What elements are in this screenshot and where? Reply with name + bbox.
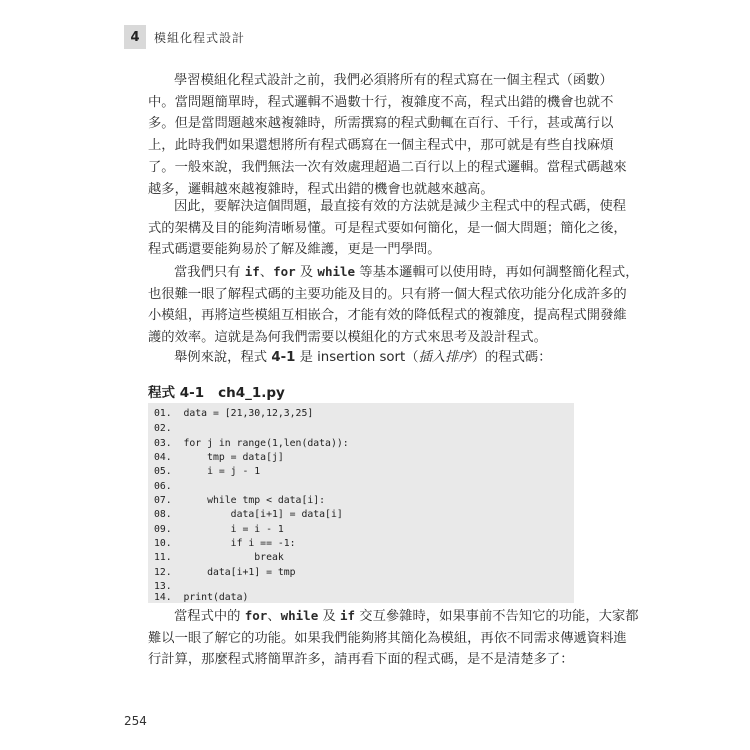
paragraph-5 bbox=[148, 605, 639, 671]
code-line: 07. while tmp < data[i]: bbox=[154, 495, 326, 506]
listing-filename: ch4_1.py bbox=[218, 385, 285, 401]
paragraph-line: 程式碼還要能夠易於了解及維護，更是一門學問。 bbox=[148, 242, 441, 258]
paragraph-line: 多。但是當問題越來越複雜時，所需撰寫的程式動輒在百行、千行，甚或萬行以 bbox=[148, 116, 614, 132]
text-run: 交互參雜時，如果事前不告知它的功能，大家都 bbox=[355, 609, 639, 624]
text-run: 、 bbox=[267, 609, 281, 624]
keyword-while: while bbox=[280, 608, 319, 623]
keyword-for: for bbox=[273, 264, 296, 279]
code-line: 10. if i == -1: bbox=[154, 538, 296, 549]
text-run: 舉例來說，程式 bbox=[174, 350, 272, 365]
chapter-title: 模組化程式設計 bbox=[154, 30, 246, 45]
text-run: 是 insertion sort（ bbox=[295, 350, 419, 365]
paragraph-line: 小模組，再將這些模組互相嵌合，才能有效的降低程式的複雜度，提高程式開發維 bbox=[148, 308, 627, 324]
code-line: 05. i = j - 1 bbox=[154, 466, 261, 477]
code-line: 09. i = i - 1 bbox=[154, 524, 284, 535]
italic-term: 插入排序 bbox=[418, 350, 472, 365]
paragraph-line: 難以一眼了解它的功能。如果我們能夠將其簡化為模組，再依不同需求傳遞資料進 bbox=[148, 630, 627, 646]
paragraph-line: 學習模組化程式設計之前，我們必須將所有的程式寫在一個主程式（函數） bbox=[174, 73, 613, 88]
paragraph-line bbox=[148, 347, 573, 369]
keyword-while: while bbox=[317, 264, 356, 279]
listing-label: 程式 4-1 bbox=[148, 385, 205, 401]
page-number: 254 bbox=[124, 714, 147, 728]
code-line: 11. break bbox=[154, 552, 284, 563]
paragraph-line: 了。一般來說，我們無法一次有效處理超過二百行以上的程式邏輯。當程式碼越來 bbox=[148, 159, 627, 175]
paragraph-line: 因此，要解決這個問題，最直接有效的方法就是減少主程式中的程式碼，使程 bbox=[174, 199, 627, 214]
paragraph-4 bbox=[148, 347, 573, 369]
text-run: 等基本邏輯可以使用時，再如何調整簡化程式， bbox=[355, 265, 639, 280]
paragraph-line: 行計算，那麼程式將簡單許多，請再看下面的程式碼，是不是清楚多了： bbox=[148, 652, 574, 668]
paragraph-line: 中。當問題簡單時，程式邏輯不過數十行，複雜度不高，程式出錯的機會也就不 bbox=[148, 94, 614, 110]
running-header bbox=[124, 25, 245, 49]
keyword-if: if bbox=[340, 608, 356, 623]
paragraph-line bbox=[148, 261, 639, 284]
paragraph-line: 式的架構及目的能夠清晰易懂。可是程式要如何簡化，是一個大問題；簡化之後， bbox=[148, 220, 627, 236]
listing-title bbox=[148, 381, 285, 401]
keyword-if: if bbox=[244, 264, 260, 279]
code-line: 14. print(data) bbox=[154, 592, 249, 603]
keyword-for: for bbox=[244, 608, 268, 623]
text-run: ）的程式碼： bbox=[471, 350, 552, 365]
text-run: 及 bbox=[295, 265, 318, 280]
code-line: 02. bbox=[154, 423, 172, 434]
text-run: 及 bbox=[318, 609, 340, 624]
paragraph-line: 上，此時我們如果還想將所有程式碼寫在一個主程式中，那可就是有些自找麻煩 bbox=[148, 138, 614, 154]
paragraph-1 bbox=[148, 70, 627, 200]
text-run: 、 bbox=[259, 265, 274, 280]
code-line: 01. data = [21,30,12,3,25] bbox=[154, 408, 314, 419]
paragraph-line: 越多，邏輯越來越複雜時，程式出錯的機會也就越來越高。 bbox=[148, 181, 494, 197]
chapter-number-tab: 4 bbox=[124, 25, 146, 49]
text-run: 當我們只有 bbox=[174, 265, 245, 280]
code-block bbox=[148, 403, 574, 603]
paragraph-3 bbox=[148, 261, 639, 349]
paragraph-line bbox=[148, 605, 639, 628]
paragraph-line: 也很難一眼了解程式碼的主要功能及目的。只有將一個大程式依功能分化成許多的 bbox=[148, 286, 627, 302]
listing-reference: 4-1 bbox=[271, 350, 296, 365]
code-line: 08. data[i+1] = data[i] bbox=[154, 509, 343, 520]
code-line: 13. bbox=[154, 581, 172, 592]
code-line: 06. bbox=[154, 481, 172, 492]
text-run: 當程式中的 bbox=[174, 609, 245, 624]
code-line: 04. tmp = data[j] bbox=[154, 452, 284, 463]
code-line: 03. for j in range(1,len(data)): bbox=[154, 438, 349, 449]
paragraph-2 bbox=[148, 196, 627, 261]
code-line: 12. data[i+1] = tmp bbox=[154, 567, 296, 578]
paragraph-line: 護的效率。這就是為何我們需要以模組化的方式來思考及設計程式。 bbox=[148, 330, 547, 346]
